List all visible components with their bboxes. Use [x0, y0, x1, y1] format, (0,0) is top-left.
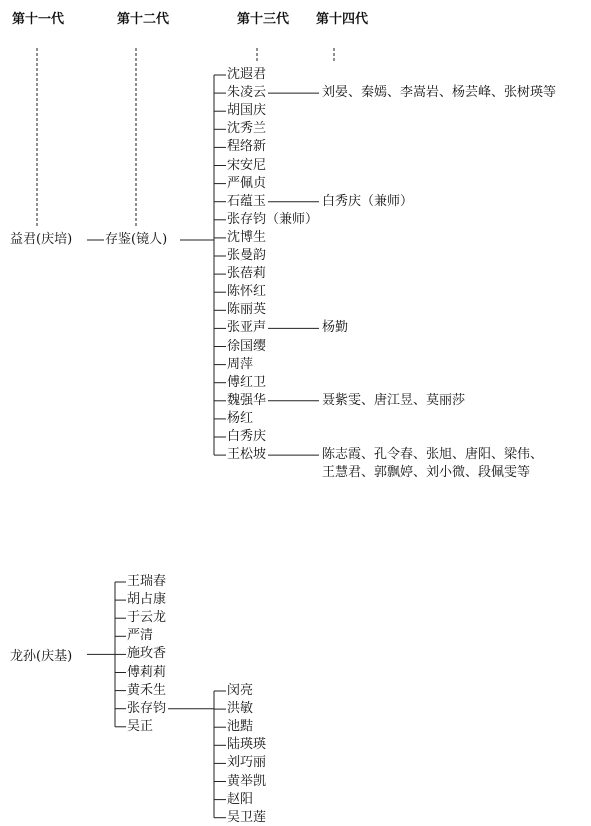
- tree1-disciple-group-4-line-0: 陈志霞、孔令春、张旭、唐阳、梁伟、: [322, 447, 544, 463]
- tree1-disciple-group-2-line-0: 杨勤: [322, 320, 349, 336]
- tree2-subchild-5: 黄举凯: [227, 773, 267, 789]
- tree2-child-2: 于云龙: [127, 610, 167, 626]
- tree1-child-20: 白秀庆: [227, 429, 267, 444]
- tree1-child-4: 程络新: [227, 139, 267, 155]
- tree2-root: 龙孙(庆基): [10, 649, 73, 664]
- tree1-child-8: 张存钧（兼师）: [227, 211, 319, 227]
- tree1-disciple-group-4-line-1: 王慧君、郭飘婷、刘小微、段佩雯等: [322, 465, 531, 481]
- header-gen-13: 第十三代: [237, 12, 290, 27]
- tree2-subchild-0: 闵亮: [227, 683, 254, 698]
- tree2-child-0: 王瑞春: [127, 574, 167, 589]
- tree2-subchild-4: 刘巧丽: [227, 755, 267, 771]
- tree1-child-10: 张曼韵: [227, 248, 267, 263]
- tree1-child-1: 朱凌云: [227, 85, 267, 101]
- tree1-child-18: 魏强华: [227, 392, 267, 408]
- tree1-disciple-group-1-line-0: 白秀庆（兼师）: [322, 193, 414, 209]
- header-gen-12: 第十二代: [117, 12, 170, 27]
- tree1-child-7: 石蕴玉: [227, 193, 267, 209]
- tree2-subchild-7: 吴卫莲: [227, 809, 267, 825]
- tree1-child-15: 徐国缨: [227, 338, 267, 354]
- tree2-child-1: 胡占康: [127, 592, 167, 608]
- tree2-subchild-6: 赵阳: [227, 791, 254, 807]
- tree2-child-3: 严清: [127, 628, 154, 644]
- tree1-root: 益君(庆培): [10, 232, 73, 247]
- tree2-child-6: 黄禾生: [127, 682, 167, 698]
- tree2-child-5: 傅莉莉: [127, 664, 167, 680]
- tree1-child-17: 傅红卫: [227, 374, 267, 390]
- tree1-disciple-group-0-line-0: 刘晏、秦嫣、李嵩岩、杨芸峰、张树瑛等: [322, 85, 557, 101]
- tree1-child-0: 沈遐君: [227, 67, 267, 82]
- tree1-child-6: 严佩贞: [227, 175, 267, 191]
- header-gen-11: 第十一代: [12, 12, 65, 27]
- tree1-child-21: 王松坡: [227, 447, 267, 463]
- header-gen-14: 第十四代: [316, 12, 369, 27]
- tree1-mid: 存鉴(镜人): [105, 232, 168, 247]
- tree1-child-16: 周萍: [227, 356, 254, 372]
- tree2-child-7: 张存钧: [127, 700, 167, 716]
- tree1-child-19: 杨红: [227, 410, 254, 426]
- tree1-child-14: 张亚声: [227, 320, 267, 336]
- tree1-child-2: 胡国庆: [227, 103, 267, 119]
- tree1-child-11: 张蓓莉: [227, 266, 267, 282]
- tree1-child-3: 沈秀兰: [227, 121, 267, 137]
- tree1-disciple-group-3-line-0: 聂紫雯、唐江昱、莫丽莎: [322, 392, 466, 408]
- tree2-child-8: 吴正: [127, 718, 154, 734]
- tree1-child-5: 宋安尼: [227, 157, 267, 173]
- tree2-subchild-1: 洪敏: [227, 701, 254, 717]
- tree1-child-13: 陈丽英: [227, 302, 267, 318]
- tree1-child-9: 沈博生: [227, 229, 267, 245]
- tree2-child-4: 施玫香: [127, 646, 167, 662]
- tree2-subchild-2: 池黠: [227, 719, 254, 735]
- tree1-child-12: 陈怀红: [227, 284, 267, 300]
- tree2-subchild-3: 陆瑛瑛: [227, 737, 267, 753]
